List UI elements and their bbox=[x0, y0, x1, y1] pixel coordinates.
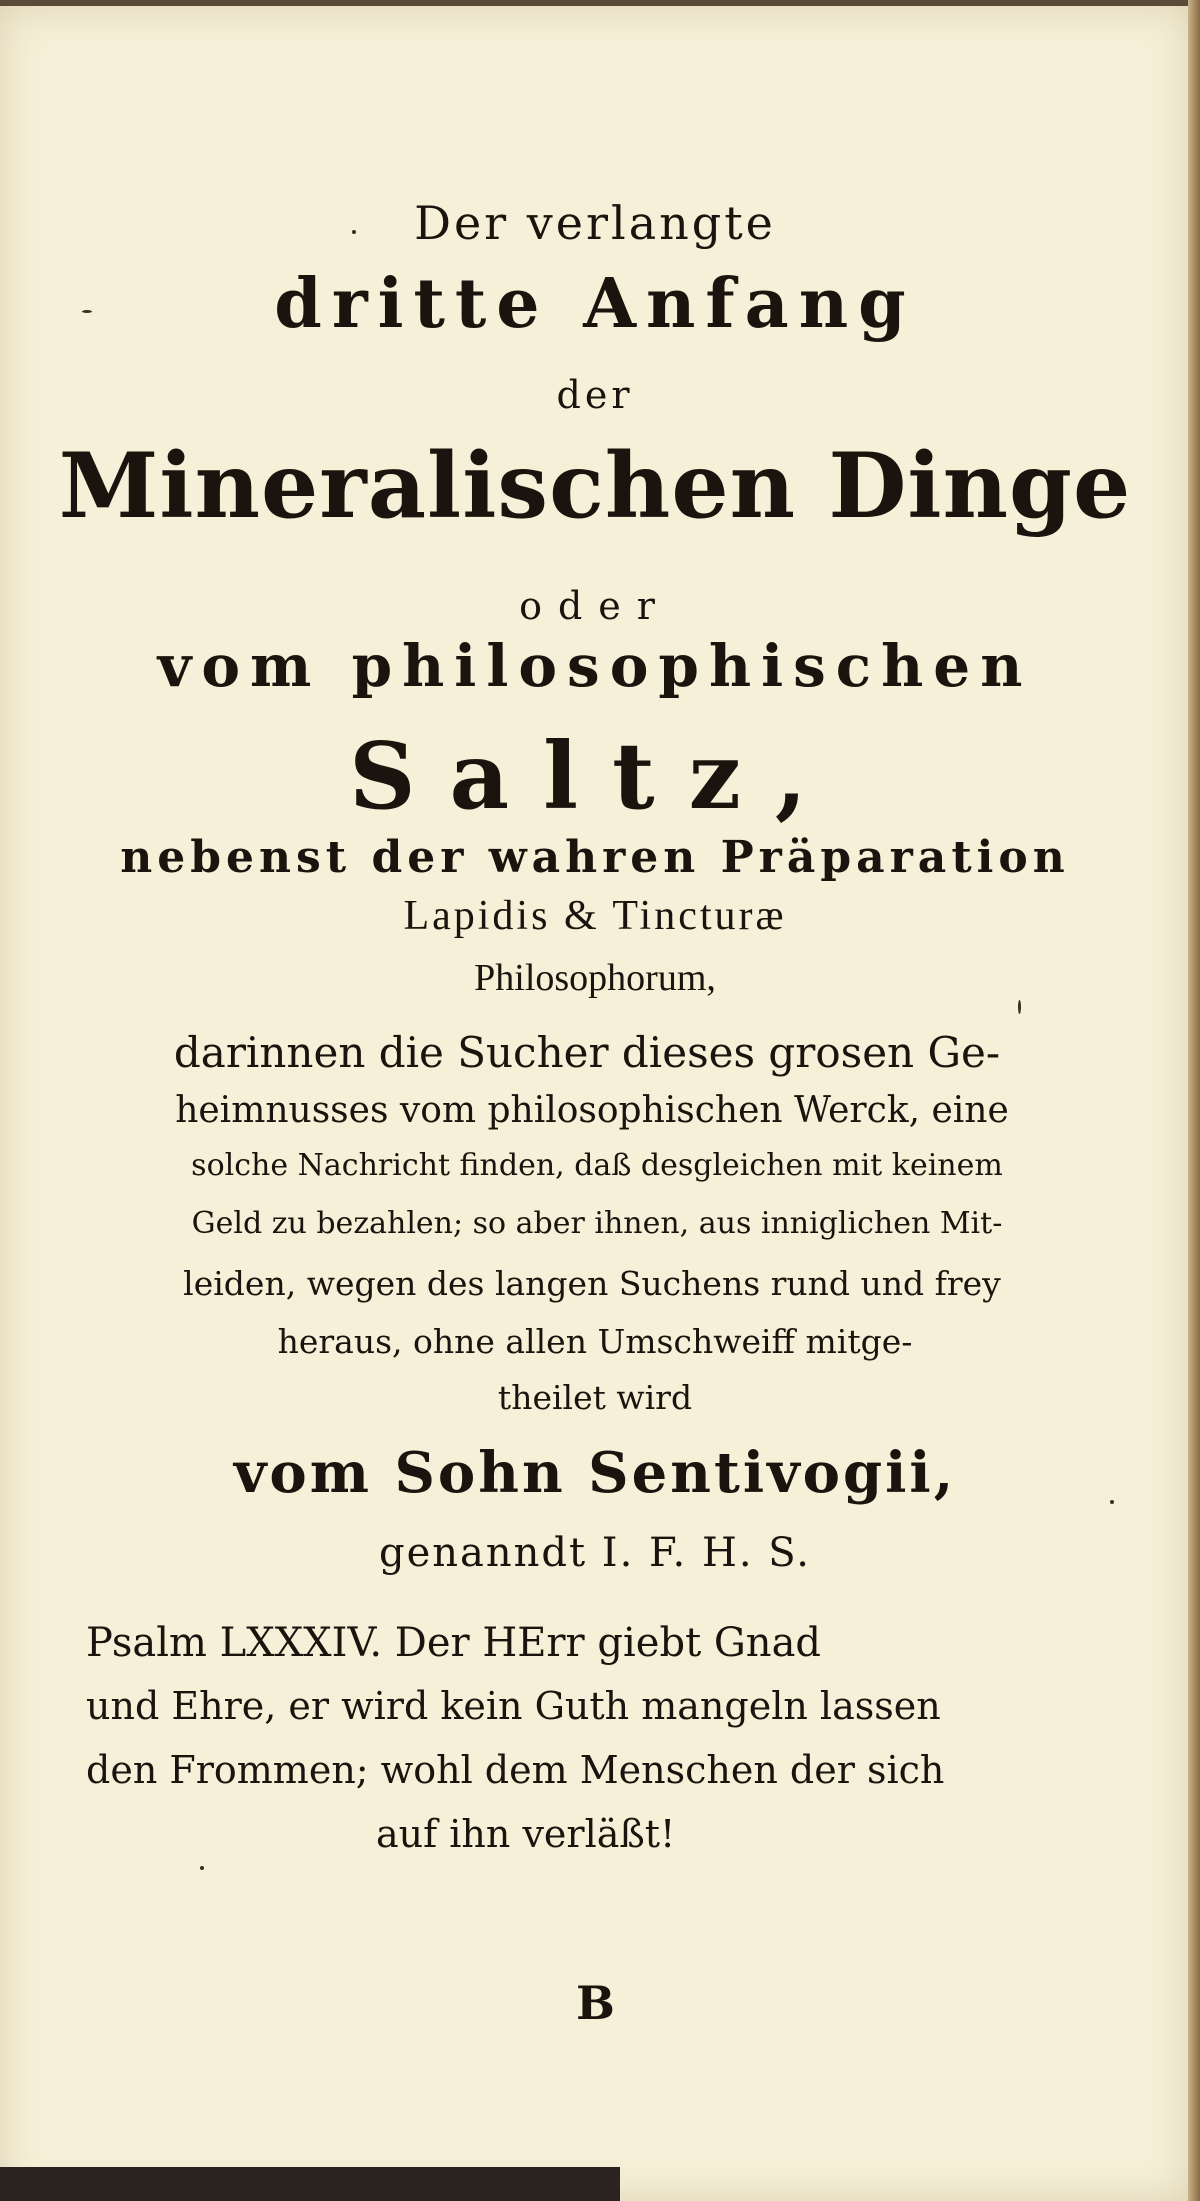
description-line: heraus, ohne allen Umschweiff mitge- bbox=[277, 1322, 913, 1361]
ink-speck bbox=[352, 230, 356, 234]
title-connector-der: der bbox=[556, 373, 634, 417]
ink-speck bbox=[1018, 1000, 1021, 1014]
title-connector-oder: oder bbox=[519, 584, 671, 628]
title-praeparation: nebenst der wahren Präparation bbox=[120, 832, 1070, 883]
psalm-line: und Ehre, er wird kein Guth mangeln lassen bbox=[86, 1684, 941, 1728]
psalm-line: den Frommen; wohl dem Menschen der sich bbox=[86, 1748, 945, 1792]
author-initials: genanndt I. F. H. S. bbox=[379, 1530, 811, 1576]
psalm-line: auf ihn verläßt! bbox=[376, 1812, 676, 1856]
description-line: heimnusses vom philosophischen Werck, eine bbox=[175, 1090, 1009, 1131]
description-line: darinnen die Sucher dieses grosen Ge- bbox=[173, 1028, 1001, 1077]
author-line: vom Sohn Sentivogii, bbox=[233, 1440, 957, 1506]
ink-speck bbox=[200, 1866, 204, 1870]
title-line-dritte-anfang: dritte Anfang bbox=[274, 264, 916, 344]
main-title: Mineralischen Dinge bbox=[58, 433, 1132, 539]
description-line: solche Nachricht finden, daß desgleichen mit keinem bbox=[191, 1148, 1003, 1183]
ink-speck bbox=[1110, 1500, 1114, 1504]
description-line: Geld zu bezahlen; so aber ihnen, aus inniglichen Mit- bbox=[191, 1206, 1003, 1241]
subtitle-line: vom philosophischen bbox=[157, 632, 1033, 700]
ink-speck bbox=[82, 310, 92, 313]
description-line: theilet wird bbox=[497, 1378, 693, 1417]
psalm-line: Psalm LXXXIV. Der HErr giebt Gnad bbox=[86, 1620, 822, 1666]
page-edge bbox=[1188, 0, 1200, 2201]
title-saltz: Saltz, bbox=[349, 722, 841, 830]
latin-line: Lapidis & Tincturæ bbox=[403, 893, 787, 939]
book-cover-edge bbox=[0, 2167, 620, 2201]
signature-mark: B bbox=[576, 1976, 615, 2030]
description-line: leiden, wegen des langen Suchens rund und frey bbox=[183, 1264, 1001, 1303]
latin-philosophorum: Philosophorum, bbox=[474, 957, 716, 999]
title-intro: Der verlangte bbox=[414, 196, 776, 250]
